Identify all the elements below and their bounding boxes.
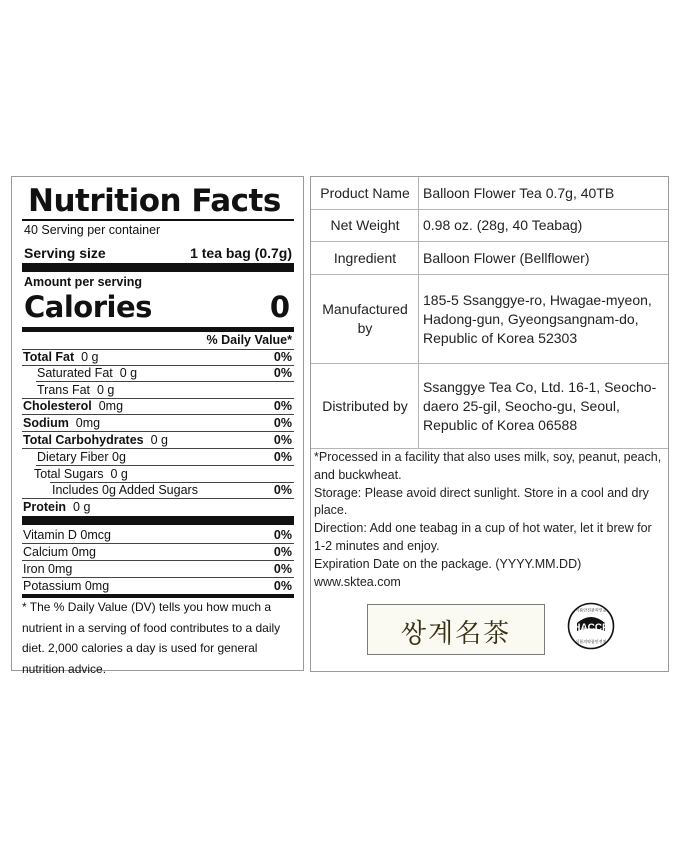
website-link[interactable]: www.sktea.com	[314, 574, 401, 589]
added-sugars-pct: 0%	[273, 483, 292, 497]
dietary-fiber-label: Dietary Fiber	[37, 450, 109, 464]
total-fat-label: Total Fat	[23, 350, 75, 364]
potassium-label: Potassium 0mg	[23, 579, 110, 593]
row-total-fat	[22, 349, 294, 365]
cholesterol-value: 0mg	[98, 399, 124, 413]
title-rule	[22, 219, 294, 221]
saturated-fat-value: 0 g	[119, 366, 138, 380]
saturated-fat-pct: 0%	[273, 366, 292, 380]
total-fat-value: 0 g	[81, 350, 99, 364]
row-vitamin-d	[22, 527, 294, 543]
haccp-bottom-text: 식품의약품안전처	[575, 639, 607, 644]
dietary-fiber-pct: 0%	[273, 450, 292, 464]
cholesterol-pct: 0%	[273, 399, 292, 413]
iron-pct: 0%	[273, 562, 292, 576]
row-sodium	[22, 415, 294, 431]
distributed-by-label: Distributed by	[322, 397, 408, 414]
vitamin-d-label: Vitamin D 0mcg	[23, 528, 111, 542]
haccp-top-text: 식품안전관리인증	[575, 607, 607, 613]
sodium-label: Sodium	[23, 416, 69, 430]
allergen-note: *Processed in a facility that also uses milk, soy, peanut, peach, and buckwheat.	[314, 450, 662, 482]
trans-fat-label: Trans Fat	[37, 383, 91, 397]
direction-note: Direction: Add one teabag in a cup of hot water, let it brew for 1-2 minutes and enjoy.	[314, 521, 652, 553]
dietary-fiber-value: 0g	[112, 450, 126, 464]
distributed-by-value: Ssanggye Tea Co, Ltd. 16-1, Seocho-daero 25-gil, Seocho-gu, Seoul, Republic of Korea 06588	[423, 378, 657, 433]
product-notes	[314, 449, 664, 591]
row-added-sugars	[22, 482, 294, 498]
brand-logo-text: 쌍계名茶	[400, 619, 512, 649]
added-sugars-label: Includes 0g Added Sugars	[52, 483, 198, 497]
serving-size-label: Serving size	[24, 245, 106, 261]
product-name-value: Balloon Flower Tea 0.7g, 40TB	[423, 184, 615, 201]
carbohydrates-label: Total Carbohydrates	[23, 433, 144, 447]
product-info-panel	[310, 176, 669, 672]
total-sugars-label: Total Sugars	[34, 467, 104, 481]
iron-label: Iron 0mg	[23, 562, 73, 576]
carbohydrates-value: 0 g	[150, 433, 168, 447]
sodium-pct: 0%	[273, 416, 292, 430]
nutrition-title: Nutrition Facts	[28, 183, 281, 219]
row-protein	[22, 499, 294, 515]
thick-rule	[22, 263, 294, 272]
row-cholesterol	[22, 398, 294, 414]
haccp-certification-icon	[567, 602, 615, 650]
row-dietary-fiber	[22, 449, 294, 465]
total-sugars-value: 0 g	[110, 467, 128, 481]
calcium-pct: 0%	[273, 545, 292, 559]
net-weight-label: Net Weight	[330, 217, 400, 233]
row-trans-fat	[22, 382, 294, 398]
nutrition-facts-panel	[11, 176, 304, 676]
trans-fat-value: 0 g	[96, 383, 115, 397]
calories-value: 0	[269, 290, 290, 324]
total-fat-pct: 0%	[273, 350, 292, 364]
daily-value-header: % Daily Value*	[206, 333, 292, 347]
manufactured-by-label: Manufactured by	[322, 301, 408, 336]
calcium-label: Calcium 0mg	[23, 545, 96, 559]
brand-logo	[367, 604, 545, 655]
calories-label: Calories	[24, 290, 152, 324]
row-iron	[22, 561, 294, 577]
daily-value-footnote: * The % Daily Value (DV) tells you how much a nutrient in a serving of food contributes to a daily diet. 2,000 calories a day is used for general nutrition advice.	[22, 600, 281, 676]
carbohydrates-pct: 0%	[273, 433, 292, 447]
row-total-carbohydrates	[22, 432, 294, 448]
row-saturated-fat	[22, 365, 294, 381]
product-name-label: Product Name	[320, 184, 410, 201]
row-potassium	[22, 578, 294, 594]
servings-per-container: 40 Serving per container	[24, 223, 161, 237]
haccp-label: HACCP	[573, 622, 609, 634]
protein-value: 0 g	[73, 500, 91, 514]
serving-size-value: 1 tea bag (0.7g)	[190, 245, 292, 261]
row-calcium	[22, 544, 294, 560]
manufactured-by-value: 185-5 Ssanggye-ro, Hwagae-myeon, Hadong-gun, Gyeongsangnam-do, Republic of Korea 52303	[423, 291, 652, 346]
expiration-note: Expiration Date on the package. (YYYY.MM.DD)	[314, 556, 582, 571]
vitamin-rule	[22, 516, 294, 525]
cholesterol-label: Cholesterol	[23, 399, 92, 413]
net-weight-value: 0.98 oz. (28g, 40 Teabag)	[423, 217, 583, 233]
vitamin-d-pct: 0%	[273, 528, 292, 542]
potassium-pct: 0%	[273, 579, 292, 593]
amount-per-serving: Amount per serving	[24, 275, 143, 289]
row-total-sugars	[22, 466, 294, 482]
ingredient-label: Ingredient	[333, 249, 397, 266]
saturated-fat-label: Saturated Fat	[37, 366, 113, 380]
storage-note: Storage: Please avoid direct sunlight. Store in a cool and dry place.	[314, 485, 649, 518]
sodium-value: 0mg	[75, 416, 101, 430]
ingredient-value: Balloon Flower (Bellflower)	[423, 249, 590, 266]
calories-rule	[22, 327, 294, 332]
protein-label: Protein	[23, 500, 67, 514]
